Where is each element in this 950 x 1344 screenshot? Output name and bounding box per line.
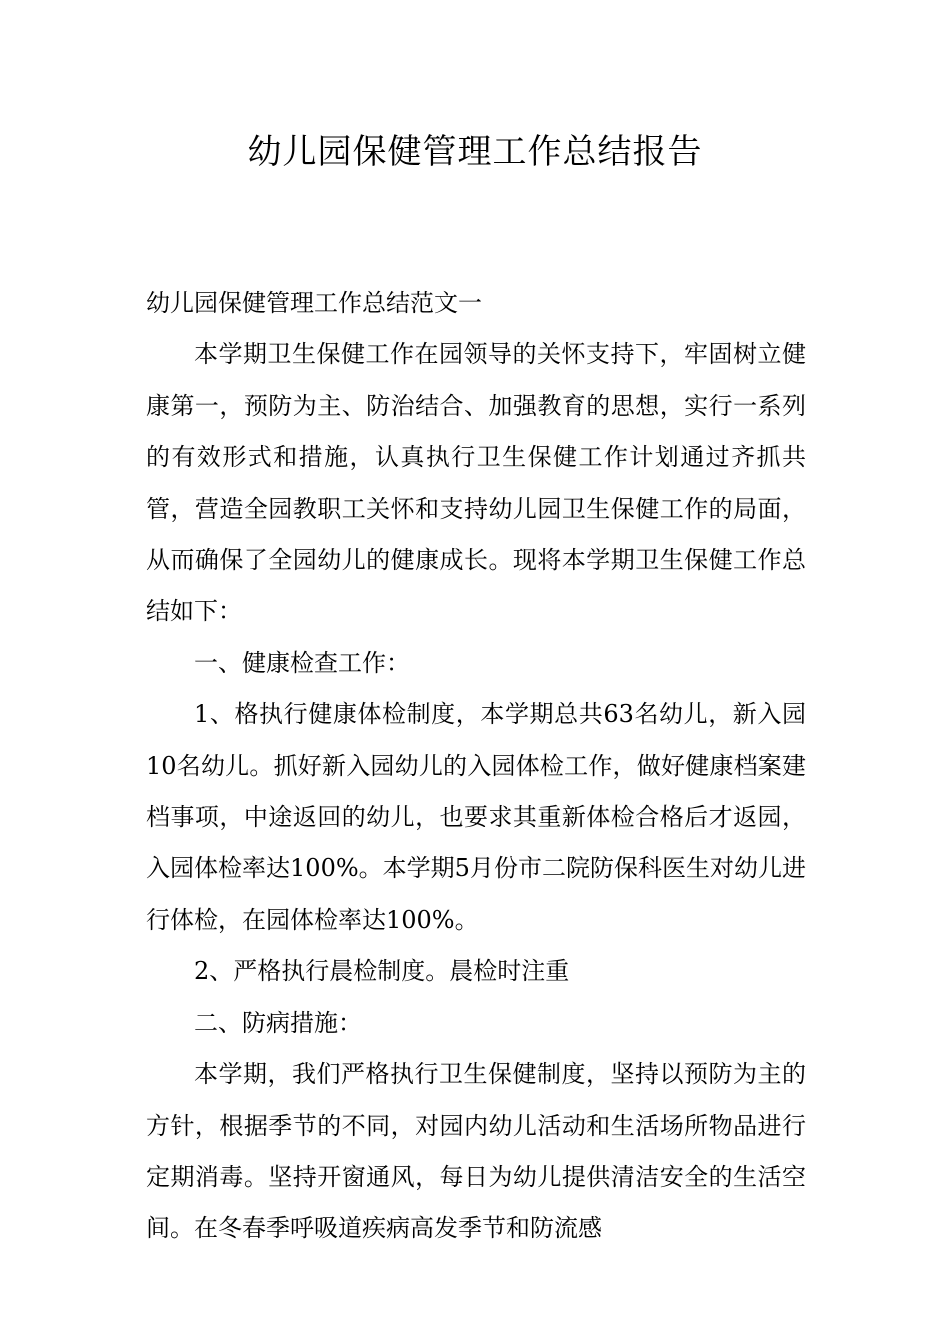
paragraph-intro: 本学期卫生保健工作在园领导的关怀支持下，牢固树立健康第一，预防为主、防治结合、加强教育的思想，实行一系列的有效形式和措施，认真执行卫生保健工作计划通过齐抓共管，营造全园教职工关怀和支持幼儿园卫生保健工作的局面，从而确保了全园幼儿的健康成长。现将本学期卫生保健工作总结如下： xyxy=(146,340,806,626)
paragraph-health-check-1: 1、格执行健康体检制度，本学期总共63名幼儿，新入园10名幼儿。抓好新入园幼儿的入园体检工作，做好健康档案建档事项，中途返回的幼儿，也要求其重新体检合格后才返园，入园体检率达100%。本学期5月份市二院防保科医生对幼儿进行体检，在园体检率达100%。 xyxy=(146,700,806,934)
paragraph-health-check-2: 2、严格执行晨检制度。晨检时注重 xyxy=(194,957,570,986)
paragraph-prevention: 本学期，我们严格执行卫生保健制度，坚持以预防为主的方针，根据季节的不同，对园内幼儿活动和生活场所物品进行定期消毒。坚持开窗通风，每日为幼儿提供清洁安全的生活空间。在冬春季呼吸道疾病高发季节和防流感 xyxy=(146,1060,806,1243)
document-subtitle: 幼儿园保健管理工作总结范文一 xyxy=(146,289,482,317)
section-heading-prevention: 二、防病措施： xyxy=(194,1008,362,1037)
section-heading-health-check: 一、健康检查工作： xyxy=(194,648,410,677)
document-title: 幼儿园保健管理工作总结报告 xyxy=(247,132,703,172)
document-body xyxy=(146,278,806,1255)
